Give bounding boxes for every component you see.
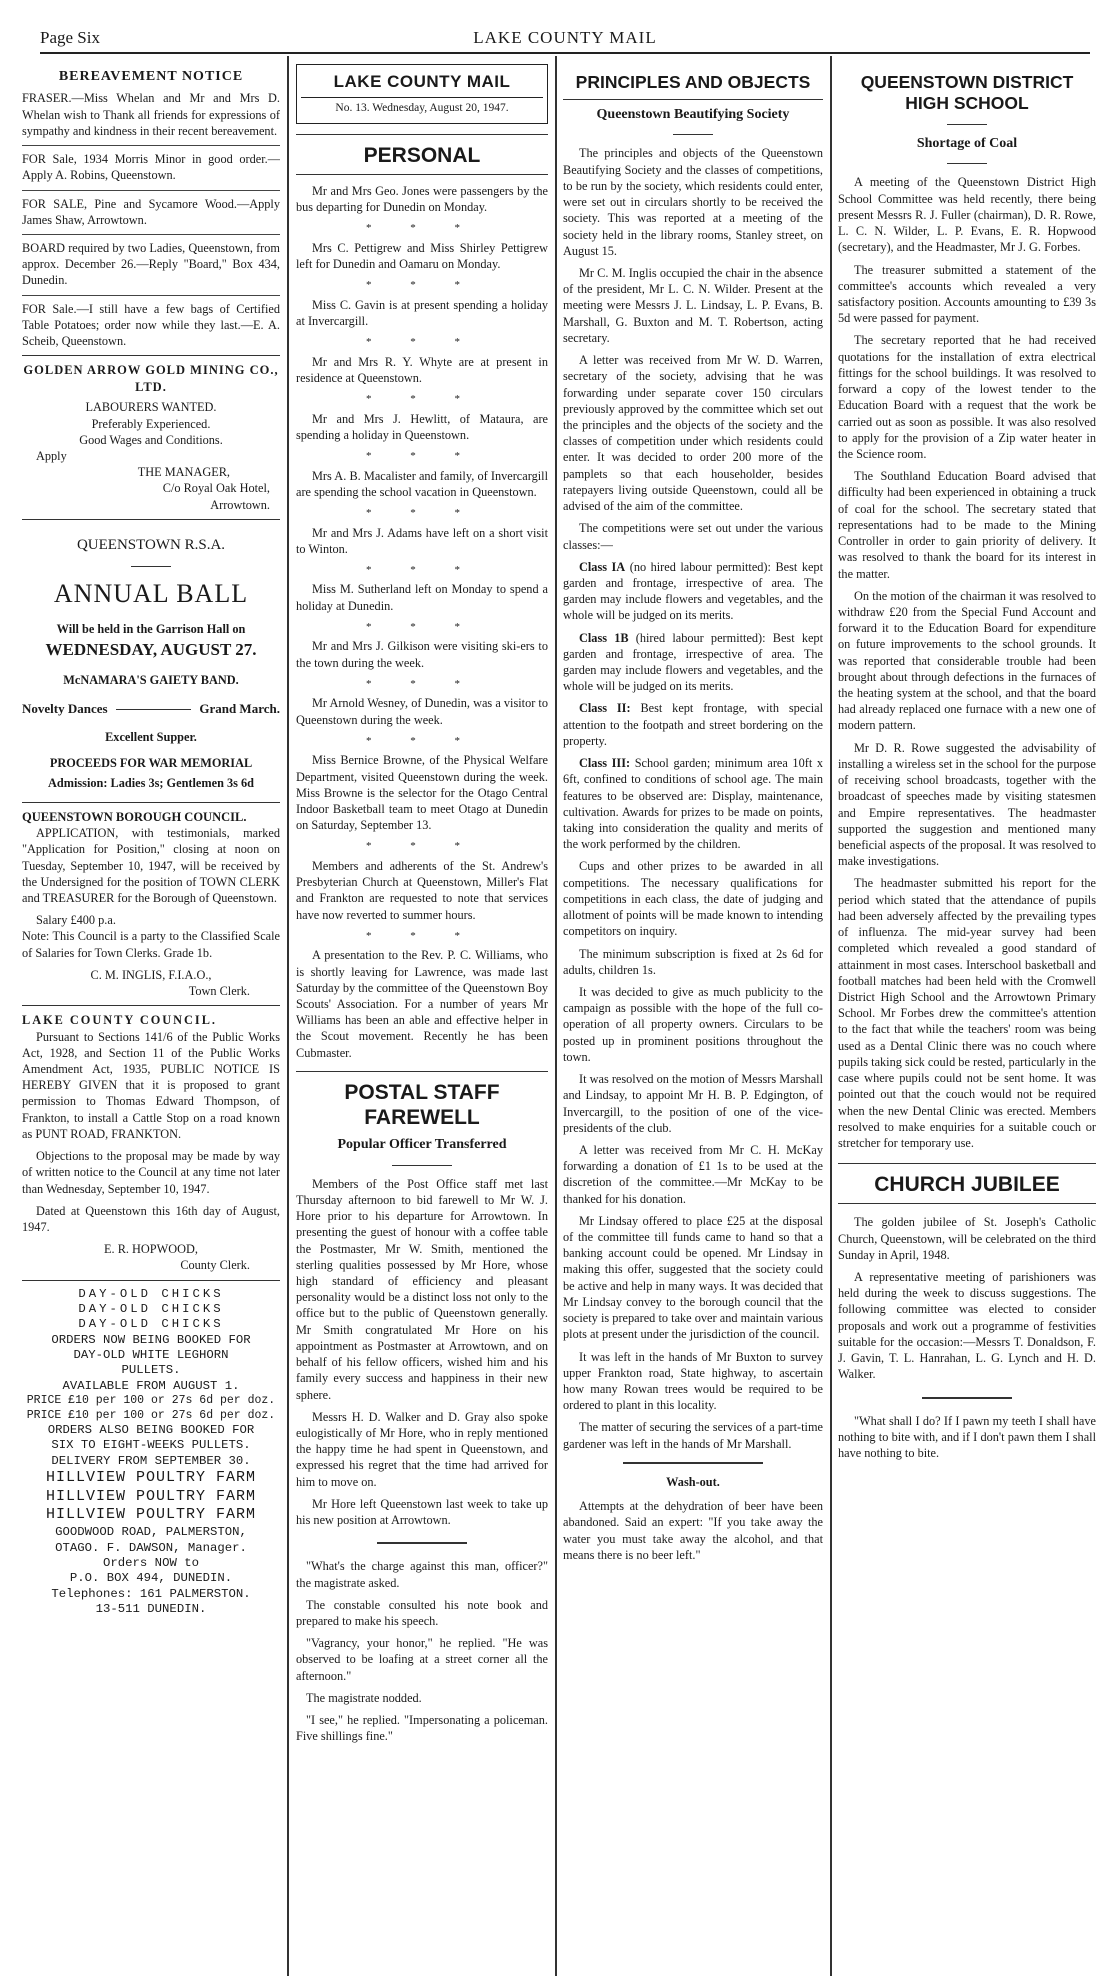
principles-paragraph: The minimum subscription is fixed at 2s 6d for adults, children 1s.: [563, 946, 823, 977]
chicks-line: PULLETS.: [121, 1363, 181, 1378]
bereavement-text: FRASER.—Miss Whelan and Mr and Mrs D. Whelan wish to Thank all friends for expressions of sympathy and kindness in their recent bereavement.: [22, 91, 280, 138]
personal-item: Mr Arnold Wesney, of Dunedin, was a visitor to Queenstown during the week.: [296, 696, 548, 727]
mining-line: Good Wages and Conditions.: [79, 432, 223, 447]
competition-class: [563, 700, 823, 749]
chicks-line: P.O. BOX 494, DUNEDIN.: [69, 1571, 233, 1586]
chicks-line: PRICE £10 per 100 or 27s 6d per doz.: [26, 1394, 276, 1408]
personal-list: [296, 183, 548, 1061]
separator-stars: * * *: [366, 620, 478, 633]
ball-date: WEDNESDAY, AUGUST 27.: [45, 640, 257, 660]
closing-quote: "What shall I do? If I pawn my teeth I shall have nothing to bite with, and if I don't pawn them I shall have nothing to bite.: [838, 1413, 1096, 1460]
classified-ad: BOARD required by two Ladies, Queenstown, from approx. December 26.—Reply "Board," Box 434, Dunedin.: [22, 241, 280, 288]
personal-item: A presentation to the Rev. P. C. Williams, who is shortly leaving for Lawrence, was made last Saturday by the committee of the Queenstown Boy Scouts' Association. For a number of years Mr Williams has been an able and effective helper in the Scout movement. Recently he has been Cubmaster.: [296, 948, 548, 1060]
masthead-issue: No. 13. Wednesday, August 20, 1947.: [301, 97, 543, 116]
chicks-line: DELIVERY FROM SEPTEMBER 30.: [51, 1453, 251, 1468]
ball-program: [22, 700, 280, 717]
joke-paragraph: "I see," he replied. "Impersonating a policeman. Five shillings fine.": [296, 1713, 548, 1744]
personal-item: Miss M. Sutherland left on Monday to spend a holiday at Dunedin.: [296, 582, 548, 613]
personal-item: Members and adherents of the St. Andrew's Presbyterian Church at Queenstown, Miller's Flat and Frankton are requested to note that services have now reverted to summer hours.: [296, 858, 548, 922]
mining-signature: Arrowtown.: [210, 497, 270, 512]
joke-paragraph: "What's the charge against this man, officer?" the magistrate asked.: [296, 1559, 548, 1590]
principles-paragraph: Mr C. M. Inglis occupied the chair in the absence of the president, Mr L. C. N. Wilder. Present at the meeting were Messrs J. L. Lindsay, L. P. Evans, B. Marshall, G. Buxton and M. T. Robertson, acting secretary.: [563, 266, 823, 345]
separator-stars: * * *: [366, 563, 478, 576]
classified-ad: FOR Sale, 1934 Morris Minor in good order.—Apply A. Robins, Queenstown.: [22, 152, 280, 183]
separator-stars: * * *: [366, 507, 478, 519]
principles-subheading: Queenstown Beautifying Society: [596, 107, 790, 122]
principles-heading: PRINCIPLES AND OBJECTS: [575, 72, 811, 92]
chicks-line: DAY-OLD CHICKS: [78, 1301, 224, 1316]
joke-paragraph: The magistrate nodded.: [306, 1690, 422, 1705]
principles-paragraph: It was resolved on the motion of Messrs Marshall and Lindsay, to appoint Mr H. B. P. Edgington, of Invercargill, to the position of one of the vice-presidents of the club.: [563, 1072, 823, 1135]
separator-stars: * * *: [366, 393, 478, 406]
school-paragraph: A meeting of the Queenstown District High School Committee was held recently, there being present Messrs R. J. Fuller (chairman), D. R. Rowe, L. C. N. Wilder, L. P. Evans, E. R. Hopwood (secretary), and the Headmaster, Mr J. G. Forbes.: [838, 175, 1096, 255]
column-3: [563, 64, 823, 1979]
mining-signature: C/o Royal Oak Hotel,: [162, 481, 270, 496]
column-1: [22, 64, 280, 1979]
chicks-line: Orders NOW to: [103, 1555, 199, 1570]
principles-paragraph: A letter was received from Mr W. D. Warren, secretary of the society, advising that he was forwarding under separate cover 150 circulars previously approved by the committee which set out the principles and the objects of the society and the classes of competition under which residents could enter. It was decided to order 200 more of the pamplets so that each householder, besides ratepayers living outside Queenstown, could all be advised of the aim of the committee.: [563, 353, 823, 514]
column-divider: [830, 56, 832, 1976]
ball-held: Will be held in the Garrison Hall on: [56, 621, 246, 636]
washout-text: Attempts at the dehydration of beer have been abandoned. Said an expert: "If you take away the water you must take away the alcohol, and that means there is no beer left.": [563, 1499, 823, 1562]
jubilee-paragraph: The golden jubilee of St. Joseph's Catholic Church, Queenstown, will be celebrated on the third Sunday in April, 1948.: [838, 1215, 1096, 1262]
postal-paragraph: Members of the Post Office staff met last Thursday afternoon to bid farewell to Mr W. J. Hore prior to his departure for Arrowtown. In presenting the guest of honour with a coffee table the Postmaster, Mr W. Smith, mentioned the sterling qualities possessed by Mr Hore, whose high standard of efficiency and pleasant personality would be a distinct loss not only to the office but to the public of Queenstown generally. Mr Smith congratulated Mr Hore on his appointment as Postmaster at Arrowtown, and on behalf of his fellow officers, wished him and his family every success and happiness in their new sphere.: [296, 1176, 548, 1402]
principles-paragraph: Mr Lindsay offered to place £25 at the disposal of the committee till funds came to hand so that a banking account could be opened. Mr Lindsay in making this offer, suggested that the society could be active and help in many ways. It was decided that Mr Lindsay convey to the borough council that the society is prepared to take over and maintain various plots at present under the jurisdiction of the council.: [563, 1213, 823, 1342]
personal-item: Mrs C. Pettigrew and Miss Shirley Pettigrew left for Dunedin and Oamaru on Monday.: [296, 240, 548, 271]
mining-apply: Apply: [36, 448, 67, 463]
personal-item: Mrs A. B. Macalister and family, of Invercargill are spending the school vacation in Queenstown.: [296, 468, 548, 499]
council-heading: QUEENSTOWN BOROUGH COUNCIL.: [22, 809, 247, 824]
personal-heading: PERSONAL: [363, 143, 481, 167]
class-label: Class II:: [579, 701, 631, 716]
joke-paragraph: "Vagrancy, your honor," he replied. "He was observed to be loafing at a street corner all the afternoon.": [296, 1636, 548, 1683]
personal-item: Mr and Mrs R. Y. Whyte are at present in residence at Queenstown.: [296, 354, 548, 385]
mining-line: Preferably Experienced.: [91, 416, 211, 431]
class-label: Class 1B: [579, 630, 629, 645]
classified-ad: FOR Sale.—I still have a few bags of Certified Table Potatoes; order now while they last.—E. A. Scheib, Queenstown.: [22, 301, 280, 349]
class-label: Class III:: [579, 756, 631, 771]
school-heading: QUEENSTOWN DISTRICT HIGH SCHOOL: [860, 72, 1074, 113]
joke-paragraph: The constable consulted his note book and prepared to make his speech.: [296, 1597, 548, 1628]
ball-supper: Excellent Supper.: [105, 729, 197, 744]
principles-paragraph: The matter of securing the services of a part-time gardener was left in the hands of Mr Marshall.: [563, 1420, 823, 1451]
chicks-line: HILLVIEW POULTRY FARM: [45, 1506, 257, 1524]
personal-item: Miss Bernice Browne, of the Physical Welfare Department, visited Queenstown during the week. Miss Browne is the selector for the Otago Central Indoor Basketball team to meet Otago at Dunedin on Saturday, September 13.: [296, 753, 548, 833]
column-2: [296, 64, 548, 1979]
mining-line: LABOURERS WANTED.: [85, 400, 217, 415]
chicks-line: DAY-OLD CHICKS: [78, 1317, 224, 1332]
competition-class: [563, 559, 823, 624]
personal-item: Mr and Mrs Geo. Jones were passengers by the bus departing for Dunedin on Monday.: [296, 183, 548, 215]
personal-item: Mr and Mrs J. Adams have left on a short visit to Winton.: [296, 525, 548, 556]
chicks-line: AVAILABLE FROM AUGUST 1.: [62, 1378, 240, 1393]
chicks-line: HILLVIEW POULTRY FARM: [45, 1468, 257, 1486]
masthead-name: LAKE COUNTY MAIL: [333, 72, 511, 91]
column-divider: [555, 56, 557, 1976]
annual-ball-ad: [22, 536, 280, 792]
chicks-line: PRICE £10 per 100 or 27s 6d per doz.: [26, 1408, 276, 1422]
chicks-line: DAY-OLD CHICKS: [78, 1286, 224, 1301]
mining-heading: GOLDEN ARROW GOLD MINING CO., LTD.: [23, 363, 279, 394]
ball-novelty: Novelty Dances: [22, 700, 108, 716]
separator-stars: * * *: [366, 336, 478, 349]
postal-paragraph: Mr Hore left Queenstown last week to take up his new position at Arrowtown.: [296, 1496, 548, 1528]
ball-admission: Admission: Ladies 3s; Gentlemen 3s 6d: [48, 776, 254, 791]
page-number: Page Six: [40, 28, 100, 47]
principles-paragraph: The competitions were set out under the various classes:—: [563, 521, 823, 552]
separator-stars: * * *: [366, 929, 478, 942]
chicks-line: Telephones: 161 PALMERSTON.: [51, 1586, 251, 1601]
chicks-line: DAY-OLD WHITE LEGHORN: [73, 1348, 229, 1363]
personal-item: Mr and Mrs J. Gilkison were visiting ski-ers to the town during the week.: [296, 639, 548, 670]
postal-paragraph: Messrs H. D. Walker and D. Gray also spoke eulogistically of Mr Hore, who in reply mentioned the happy time he had spent in Queenstown, and expressed his regret that the time had arrived for him to move on.: [296, 1409, 548, 1489]
lake-council-heading: LAKE COUNTY COUNCIL.: [22, 1013, 217, 1028]
class-text: (hired labour permitted): Best kept garden and frontage, irrespective of area. The garden may include flowers and vegetables, and the whole will be judged on its merits.: [563, 630, 823, 694]
separator-stars: * * *: [366, 450, 478, 463]
ball-proceeds: PROCEEDS FOR WAR MEMORIAL: [49, 756, 253, 771]
lake-council-objections: Objections to the proposal may be made by way of written notice to the Council at any time not later than Wednesday, September 10, 1947.: [22, 1149, 280, 1196]
lake-council-signature: E. R. HOPWOOD,: [104, 1242, 198, 1257]
council-note: Note: This Council is a party to the Classified Scale of Salaries for Town Clerks. Grade 1b.: [22, 929, 280, 960]
school-paragraph: The Southland Education Board advised that difficulty had been experienced in obtaining a truck of coal for the school. The secretary stated that representations had to be made to the Mining Controller in order to gain priority of delivery. It was resolved to thank the board for its interest in the matter.: [838, 469, 1096, 581]
principles-paragraph: It was decided to give as much publicity to the campaign as possible with the hope of the full co-operation of all property owners. Circulars to be posted up in prominent positions throughout the town.: [563, 984, 823, 1064]
chicks-line: HILLVIEW POULTRY FARM: [45, 1487, 257, 1505]
class-text: School garden; minimum area 10ft x 6ft, confined to conditions of school age. The main features to be observed are: Display, maintenance, cultivation. Awards for prizes to be made on points, taking into consideration the quality and merits of the work performed by the children.: [563, 756, 823, 852]
school-subheading: Shortage of Coal: [916, 136, 1018, 151]
school-paragraph: On the motion of the chairman it was resolved to withdraw £20 from the Special Fund Account and forward it to the Education Board for expenditure on future improvements to the school grounds. It was reported that considerable trouble had been brought about through defections in the furnaces of the heating system at the school, and that the board had already replaced one furnace with a new one of modern pattern.: [838, 588, 1096, 733]
jubilee-heading: CHURCH JUBILEE: [874, 1173, 1060, 1197]
separator-stars: * * *: [366, 677, 478, 690]
masthead: [296, 64, 548, 124]
council-signature: C. M. INGLIS, F.I.A.O.,: [90, 967, 212, 982]
principles-paragraph: It was left in the hands of Mr Buxton to survey upper Frankton road, State highway, to ascertain how many Rowan trees would be required to be ordered to plant in this locality.: [563, 1349, 823, 1413]
personal-item: Miss C. Gavin is at present spending a holiday at Invercargill.: [296, 297, 548, 328]
chicks-line: SIX TO EIGHT-WEEKS PULLETS.: [51, 1438, 251, 1453]
council-text: APPLICATION, with testimonials, marked "Application for Position," closing at noon on Tuesday, September 10, 1947, will be received by the Undersigned for the position of TOWN CLERK and TREASURER for the Borough of Queenstown.: [22, 826, 280, 906]
page-header: [40, 28, 1090, 54]
personal-item: Mr and Mrs J. Hewlitt, of Mataura, are spending a holiday in Queenstown.: [296, 411, 548, 442]
class-text: (no hired labour permitted): Best kept garden and frontage, irrespective of area. The garden may include flowers and vegetables, and the whole will be judged on its merits.: [563, 559, 823, 623]
school-paragraph: The secretary reported that he had received quotations for the installation of extra electrical fittings for the school buildings. It was resolved to forward a copy of the lowest tender to the Education Board with a request that the work be carried out as soon as possible. It was also resolved to apply for the provision of a Zip water heater in the Science room.: [838, 333, 1096, 461]
chicks-line: GOODWOOD ROAD, PALMERSTON,: [55, 1525, 247, 1540]
postal-heading: POSTAL STAFF FAREWELL: [344, 1080, 500, 1130]
separator-stars: * * *: [366, 734, 478, 747]
column-4: [838, 64, 1096, 1979]
lake-council-text: Pursuant to Sections 141/6 of the Public Works Act, 1928, and Section 11 of the Public Works Amendment Act, 1935, PUBLIC NOTICE IS HEREBY GIVEN that it is proposed to grant permission to Thomas Edward Thompson, of Frankton, to install a Cattle Stop on a road known as PUNT ROAD, FRANKTON.: [22, 1029, 280, 1141]
lake-council-signature: County Clerk.: [180, 1258, 250, 1273]
washout-heading: Wash-out.: [666, 1474, 720, 1489]
chicks-line: ORDERS NOW BEING BOOKED FOR: [51, 1332, 251, 1347]
poultry-ad: [22, 1287, 280, 1618]
ball-band: McNAMARA'S GAIETY BAND.: [63, 672, 239, 687]
class-text: Best kept frontage, with special attention to the footpath and street bordering on the property.: [563, 701, 823, 748]
principles-paragraph: A letter was received from Mr C. H. McKay forwarding a donation of £1 1s to be used at the discretion of the committee.—Mr McKay to be thanked for his donation.: [563, 1142, 823, 1206]
column-divider: [287, 56, 289, 1976]
postal-subheading: Popular Officer Transferred: [337, 1137, 507, 1153]
chicks-line: ORDERS ALSO BEING BOOKED FOR: [47, 1422, 255, 1437]
ball-org: QUEENSTOWN R.S.A.: [76, 536, 226, 553]
mining-signature: THE MANAGER,: [137, 465, 230, 480]
principles-paragraph: The principles and objects of the Queenstown Beautifying Society and the classes of competitions, to be run by the society, which residents could enter, were set out in circulars shortly to be received the society. This was reported at a meeting of the society held in the library rooms, Stanley street, on August 15.: [563, 146, 823, 258]
ball-march: Grand March.: [199, 700, 280, 716]
jubilee-paragraph: A representative meeting of parishioners was held during the week to discuss suggestions. The following committee was elected to consider proposals and work out a programme of festivities suitable for the occasion:—Messrs T. Donaldson, F. J. Gavin, T. L. Hanrahan, L. G. Lynch and H. D. Walker.: [838, 1270, 1096, 1382]
principles-paragraph: Cups and other prizes to be awarded in all competitions. The necessary qualifications for competitions in each class, the date of judging and allotment of points will be made known to intending competitors on inquiry.: [563, 859, 823, 939]
school-paragraph: The treasurer submitted a statement of the committee's accounts which revealed a very satisfactory position. Accounts amounting to £39 3s 5d were passed for payment.: [838, 262, 1096, 326]
school-paragraph: The headmaster submitted his report for the period which stated that the attendance of pupils had been adversely affected by the prevailing types of influenza. The mid-year survey had been completed which revealed a good standard of attainment in most cases. Interschool basketball and football matches had been held with the Cromwell District High School and the Arrowtown Primary School. Mr Forbes drew the committee's attention to the fact that while the teachers' room was being used as a Dental Clinic there was no couch where pupils taking sick could be rested, particularly in the case where pupils could not be sent home. It was pointed out that the couch would not be required when the new Dental Clinic was erected. Members resolved to make enquiries for a suitable couch or stretcher for temporary use.: [838, 876, 1096, 1150]
competition-class: [563, 755, 823, 852]
lake-council-dated: Dated at Queenstown this 16th day of August, 1947.: [22, 1203, 280, 1234]
chicks-line: 13-511 DUNEDIN.: [95, 1602, 207, 1616]
classified-ad: FOR SALE, Pine and Sycamore Wood.—Apply James Shaw, Arrowtown.: [22, 196, 280, 227]
bereavement-heading: BEREAVEMENT NOTICE: [58, 69, 244, 84]
school-paragraph: Mr D. R. Rowe suggested the advisability of installing a wireless set in the school for the purpose of receiving school broadcasts, together with the broadcast of speeches made by visiting statesmen and Empire representatives. The headmaster supported the suggestion and mentioned many beneficial aspects of the proposal. It was resolved to make investigations.: [838, 740, 1096, 869]
council-signature: Town Clerk.: [188, 984, 250, 999]
separator-stars: * * *: [366, 222, 478, 235]
class-label: Class IA: [579, 559, 626, 574]
chicks-line: OTAGO. F. DAWSON, Manager.: [55, 1540, 247, 1555]
ball-title: ANNUAL BALL: [53, 578, 249, 608]
council-salary: Salary £400 p.a.: [36, 913, 116, 928]
newspaper-title: LAKE COUNTY MAIL: [473, 28, 657, 47]
separator-stars: * * *: [366, 279, 478, 292]
competition-class: [563, 630, 823, 695]
separator-stars: * * *: [366, 840, 478, 853]
